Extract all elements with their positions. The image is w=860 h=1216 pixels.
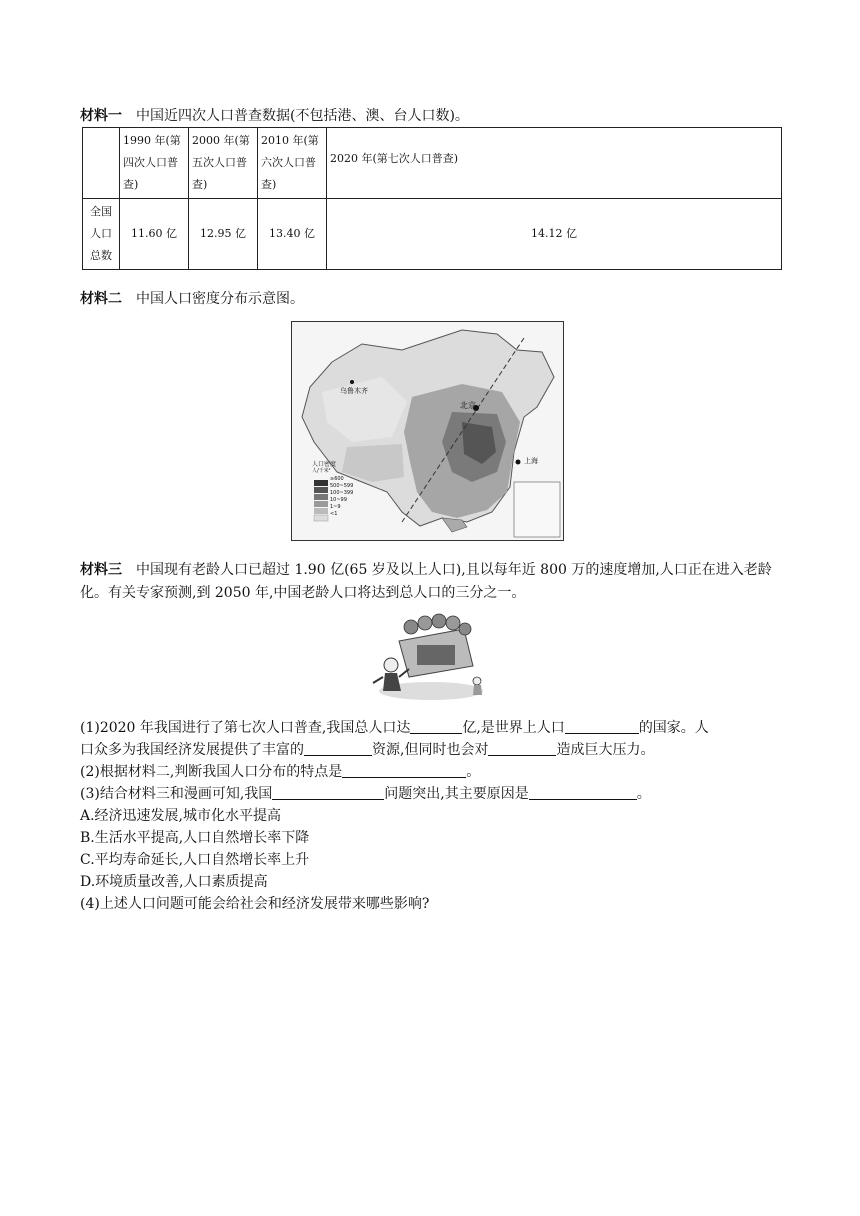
question-3-text-b: 问题突出,其主要原因是: [384, 786, 529, 802]
question-1-text-b: 亿,是世界上人口: [462, 720, 565, 736]
option-b[interactable]: B.生活水平提高,人口自然增长率下降: [80, 830, 310, 846]
legend-item: ≥600: [330, 476, 344, 482]
material2-label: 材料二: [80, 291, 122, 307]
answer-blank-reason[interactable]: [529, 785, 637, 800]
map-label-urumqi: 乌鲁木齐: [340, 387, 368, 395]
material3-text: 中国现有老龄人口已超过 1.90 亿(65 岁及以上人口),且以每年近 800 万的速度增加,人口正在进入老龄化。有关专家预测,到 2050 年,中国老龄人口将达到总人口的三分之一。: [80, 562, 772, 601]
census-value-1990: 11.60 亿: [120, 199, 189, 270]
census-header-2010: 2010 年(第六次人口普查): [258, 128, 327, 199]
legend-item: 500~599: [330, 483, 354, 489]
legend-item: 100~399: [330, 490, 354, 496]
answer-blank-resource[interactable]: [304, 741, 372, 756]
question-1-text-e: 资源,但同时也会对: [372, 742, 489, 758]
question-2-text-a: (2)根据材料二,判断我国人口分布的特点是: [80, 764, 343, 780]
question-3-text-c: 。: [636, 786, 651, 802]
corner-cell: [83, 128, 120, 199]
census-value-2000: 12.95 亿: [189, 199, 258, 270]
material2-heading: [80, 289, 304, 309]
census-header-2000: 2000 年(第五次人口普查): [189, 128, 258, 199]
census-row-label: 全国人口总数: [83, 199, 120, 270]
map-label-shanghai: 上海: [524, 457, 538, 465]
question-2-text-b: 。: [466, 764, 481, 780]
census-value-2020: 14.12 亿: [327, 199, 782, 270]
census-header-2020: 2020 年(第七次人口普查): [327, 128, 782, 199]
question-1-text-a: (1)2020 年我国进行了第七次人口普查,我国总人口达: [80, 720, 411, 736]
map-label-beijing: 北京: [460, 401, 476, 410]
question-1-text-d: 口众多为我国经济发展提供了丰富的: [80, 742, 304, 758]
question-1-text-c: 的国家。人: [638, 720, 709, 736]
legend-title: 人口密度: [312, 461, 337, 468]
material1-heading: [80, 106, 469, 126]
material1-title: 中国近四次人口普查数据(不包括港、澳、台人口数)。: [136, 108, 469, 124]
census-value-row: [83, 199, 782, 270]
answer-blank-total-population[interactable]: [410, 719, 462, 734]
census-header-row: [83, 128, 782, 199]
question-2-line: [80, 761, 784, 783]
answer-blank-pressure-target[interactable]: [488, 741, 556, 756]
legend-unit: 人/千米²: [312, 468, 331, 474]
question-3-text-a: (3)结合材料三和漫画可知,我国: [80, 786, 273, 802]
legend-item: 1~9: [330, 504, 341, 510]
answer-blank-rank[interactable]: [565, 719, 639, 734]
option-d[interactable]: D.环境质量改善,人口素质提高: [80, 874, 268, 890]
census-value-2010: 13.40 亿: [258, 199, 327, 270]
census-table: [82, 127, 782, 270]
option-a[interactable]: A.经济迅速发展,城市化水平提高: [80, 808, 282, 824]
material1-label: 材料一: [80, 108, 122, 124]
material3-paragraph: [80, 559, 784, 605]
legend-item: <1: [330, 511, 338, 517]
answer-blank-problem[interactable]: [272, 785, 384, 800]
census-header-1990: 1990 年(第四次人口普查): [120, 128, 189, 199]
legend-item: 10~99: [330, 497, 347, 503]
material3-label: 材料三: [80, 562, 122, 578]
question-1-line-1: [80, 717, 784, 739]
material2-title: 中国人口密度分布示意图。: [136, 291, 304, 307]
aging-cartoon-graphic: [369, 611, 489, 703]
option-c[interactable]: C.平均寿命延长,人口自然增长率上升: [80, 852, 310, 868]
question-1-line-2: [80, 739, 784, 761]
question-1-text-f: 造成巨大压力。: [556, 742, 655, 758]
answer-blank-distribution[interactable]: [342, 763, 466, 778]
question-3-line: [80, 783, 784, 805]
aging-cartoon: [369, 611, 489, 703]
question-4-line: (4)上述人口问题可能会给社会和经济发展带来哪些影响?: [80, 896, 430, 912]
map-legend: [312, 461, 353, 518]
population-density-map: [291, 321, 564, 541]
